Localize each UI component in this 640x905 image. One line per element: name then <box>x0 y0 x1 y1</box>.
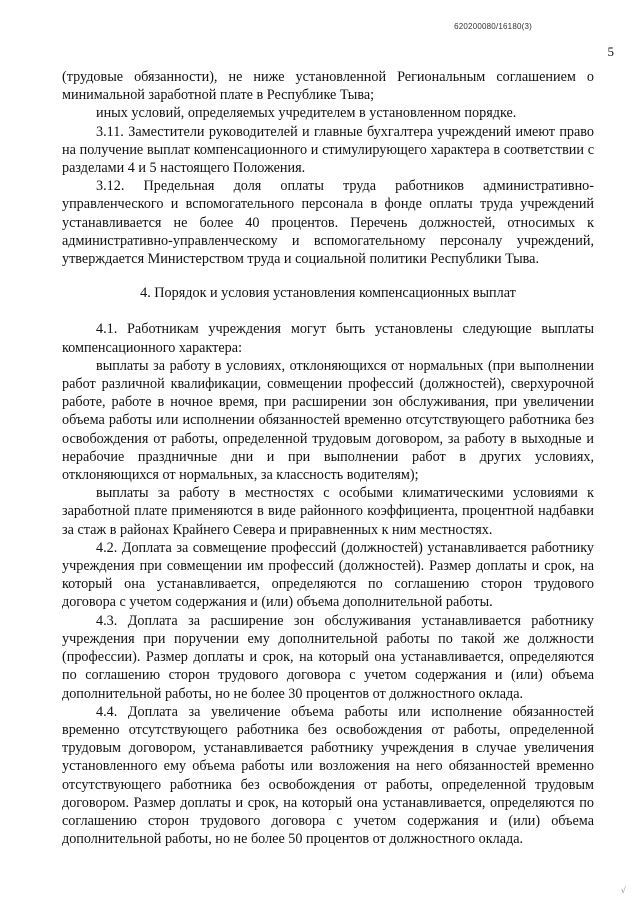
paragraph: 4.3. Доплата за расширение зон обслуживания устанавливается работнику учреждения при поручении ему дополнительной работы по такой же должности (профессии). Размер доплаты и срок, на который она устанавливается, определяются по соглашению сторон трудового договора с учетом содержания и (или) объема дополнительной работы, но не более 30 процентов от должностного оклада. <box>62 612 594 702</box>
corner-mark: √ <box>620 886 626 895</box>
document-code: 620200080/16180(3) <box>454 22 532 31</box>
paragraph: выплаты за работу в местностях с особыми климатическими условиями к заработной плате применяются в виде районного коэффициента, процентной надбавки за стаж в районах Крайнего Севера и приравненных к ним местностях. <box>62 485 594 538</box>
paragraph: выплаты за работу в условиях, отклоняющихся от нормальных (при выполнении работ различной квалификации, совмещении профессий (должностей), сверхурочной работе, работе в ночное время, при расширении зон обслуживания, при увеличении объема работы или исполнении обязанностей временно отсутствующего работника без освобождения от работы, определенной трудовым договором, за работу в выходные и нерабочие праздничные дни и при выполнении работ в других условиях, отклоняющихся от нормальных, за классность водителям); <box>62 357 594 484</box>
paragraph: 4.4. Доплата за увеличение объема работы или исполнение обязанностей временно отсутствующего работника без освобождения от работы, определенной трудовым договором, устанавливается работнику учреждения в случае увеличения установленного ему объема работы или возложения на него обязанностей временно отсутствующего работника без освобождения от работы, определенной трудовым договором. Размер доплаты и срок, на который она устанавливается, определяются по соглашению сторон трудового договора с учетом содержания и (или) объема дополнительной работы, но не более 50 процентов от должностного оклада. <box>62 703 594 848</box>
document-body <box>62 68 594 848</box>
paragraph: 3.12. Предельная доля оплаты труда работников административно-управленческого и вспомогательного персонала в фонде оплаты труда учреждений устанавливается не более 40 процентов. Перечень должностей, относимых к административно-управленческому и вспомогательному персоналу учреждений, утверждается Министерством труда и социальной политики Республики Тыва. <box>62 178 594 268</box>
paragraph: 3.11. Заместители руководителей и главные бухгалтера учреждений имеют право на получение выплат компенсационного и стимулирующего характера в соответствии с разделами 4 и 5 настоящего Положения. <box>62 123 594 177</box>
section-title: 4. Порядок и условия установления компенсационных выплат <box>140 285 516 302</box>
paragraph: (трудовые обязанности), не ниже установленной Региональным соглашением о минимальной заработной плате в Республике Тыва; <box>62 69 594 104</box>
page-number: 5 <box>607 44 614 59</box>
paragraph: 4.2. Доплата за совмещение профессий (должностей) устанавливается работнику учреждения при совмещении им профессий (должностей). Размер доплаты и срок, на который она устанавливается, определяются по соглашению сторон трудового договора с учетом содержания и (или) объема дополнительной работы. <box>62 539 594 611</box>
paragraph: 4.1. Работникам учреждения могут быть установлены следующие выплаты компенсационного характера: <box>62 321 594 356</box>
paragraph: иных условий, определяемых учредителем в установленном порядке. <box>96 105 517 122</box>
